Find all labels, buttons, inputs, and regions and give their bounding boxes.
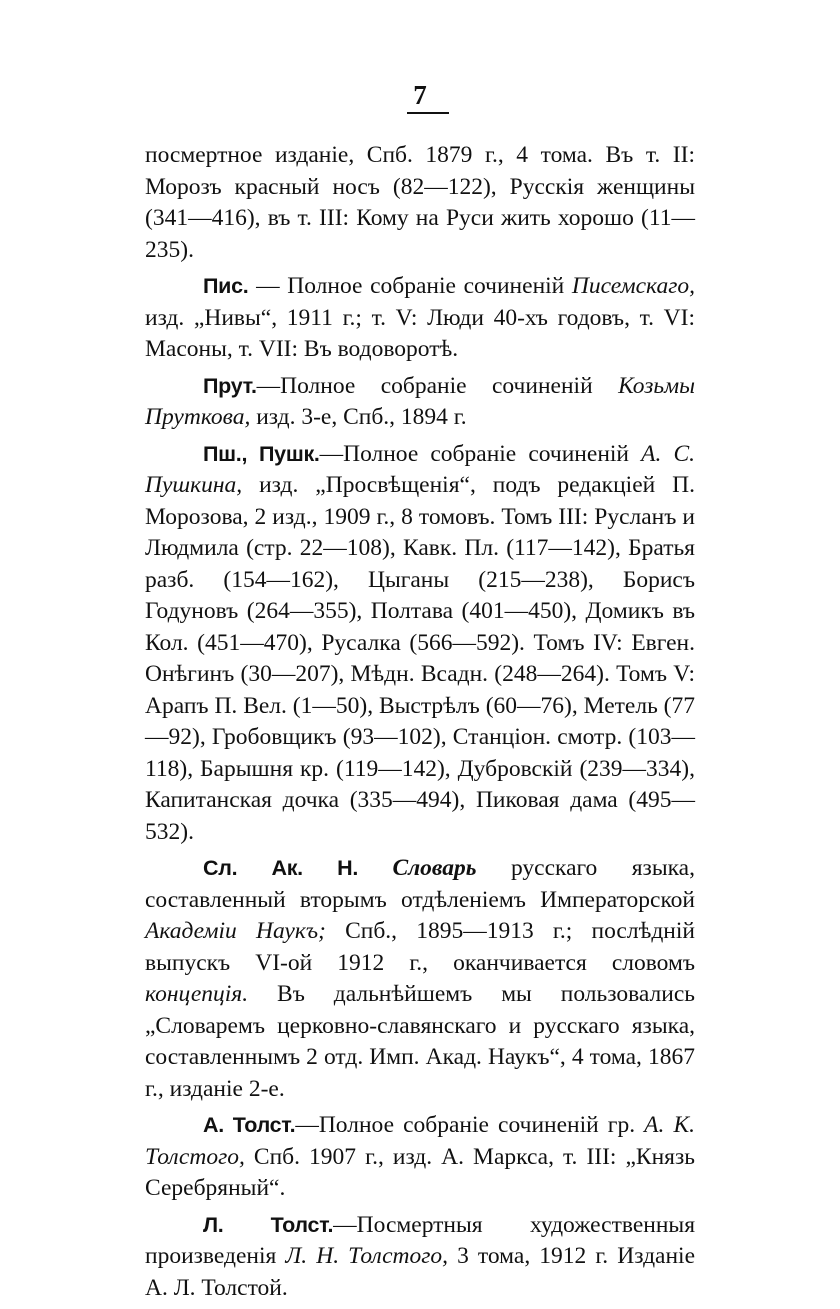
author-name: Писемскаго, [571, 273, 695, 299]
entry-pis [145, 271, 695, 366]
institution-name: Академіи Наукъ; [145, 918, 326, 944]
entry-text: русскаго языка, составленный вторымъ отдѣленіемъ Императорской [145, 855, 695, 913]
entry-text: — Полное собраніе сочиненій [248, 273, 572, 299]
entry-slovar [145, 853, 695, 1105]
entry-text: —Полное собраніе сочиненій гр. [295, 1112, 645, 1138]
entry-text: —Полное собраніе сочиненій [319, 440, 642, 467]
entry-text: —Полное собраніе сочиненій [256, 372, 619, 399]
entry-text: посмертное изданіе, Спб. 1879 г., 4 тома. Въ т. II: Морозъ красный носъ (82—122), Русскія женщины (341—416), въ т. III: Кому на Руси жить хорошо (11—235). [145, 142, 695, 263]
entry-text: Спб., 1895—1913 г.; послѣдній выпускъ VI-ой 1912 г., оканчивается словомъ [145, 918, 695, 976]
entry-abbreviation: А. Толст. [203, 1113, 296, 1137]
entry-text: Въ дальнѣйшемъ мы пользовались „Словаремъ церковно-славянскаго и русскаго языка, составленнымъ 2 отд. Имп. Акад. Наукъ“, 4 тома, 1867 г., изданіе 2-е. [145, 981, 695, 1102]
entry-text: Спб. 1907 г., изд. А. Маркса, т. III: „Князь Серебряный“. [145, 1143, 695, 1201]
entry-push [145, 439, 695, 849]
last-word: концепція. [145, 981, 249, 1007]
entry-continuation [145, 140, 695, 266]
entry-text: 3 тома, 1912 г. Изданіе А. Л. Толстой. [145, 1243, 695, 1301]
entry-text: изд. 3-е, Спб., 1894 г. [250, 404, 467, 430]
work-title: Словарь [358, 855, 477, 881]
entry-a-tolst [145, 1110, 695, 1205]
entry-abbreviation: Л. Толст. [203, 1212, 334, 1237]
entry-text: изд. „Нивы“, 1911 г.; т. V: Люди 40-хъ годовъ, т. VI: Масоны, т. VII: Въ водоворотѣ. [145, 304, 695, 362]
author-name: Л. Н. Толстого, [285, 1243, 449, 1269]
page-number-rule [407, 112, 449, 114]
entry-abbreviation: Сл. Ак. Н. [203, 856, 358, 880]
author-name: А. С. Пушкина, [145, 440, 695, 498]
entry-abbreviation: Пш., Пушк. [203, 441, 320, 466]
author-name: Козьмы Пруткова, [145, 372, 695, 430]
bibliography-text [145, 140, 695, 1309]
entry-l-tolst [145, 1210, 695, 1305]
entry-text: —Посмертныя художественныя произведенія [145, 1211, 696, 1269]
entry-prut [145, 371, 695, 434]
entry-abbreviation: Прут. [203, 373, 257, 398]
entry-text: изд. „Просвѣщенія“, подъ редакціей П. Морозова, 2 изд., 1909 г., 8 томовъ. Томъ III: Русланъ и Людмила (стр. 22—108), Кавк. Пл. (117—142), Братья разб. (154—162), Цыганы (215—238), Борисъ Годуновъ (264—355), Полтава (401—450), Домикъ въ Кол. (451—470), Русалка (566—592). Томъ IV: Евген. Онѣгинъ (30—207), Мѣдн. Всадн. (248—264). Томъ V: Арапъ П. Вел. (1—50), Выстрѣлъ (60—76), Метель (77—92), Гробовщикъ (93—102), Станціон. смотр. (103—118), Барышня кр. (119—142), Дубровскій (239—334), Капитанская дочка (335—494), Пиковая дама (495—532). [145, 472, 695, 845]
entry-abbreviation: Пис. [203, 274, 249, 298]
author-name: А. К. Толстого, [145, 1112, 695, 1170]
page-number: 7 [413, 80, 427, 110]
